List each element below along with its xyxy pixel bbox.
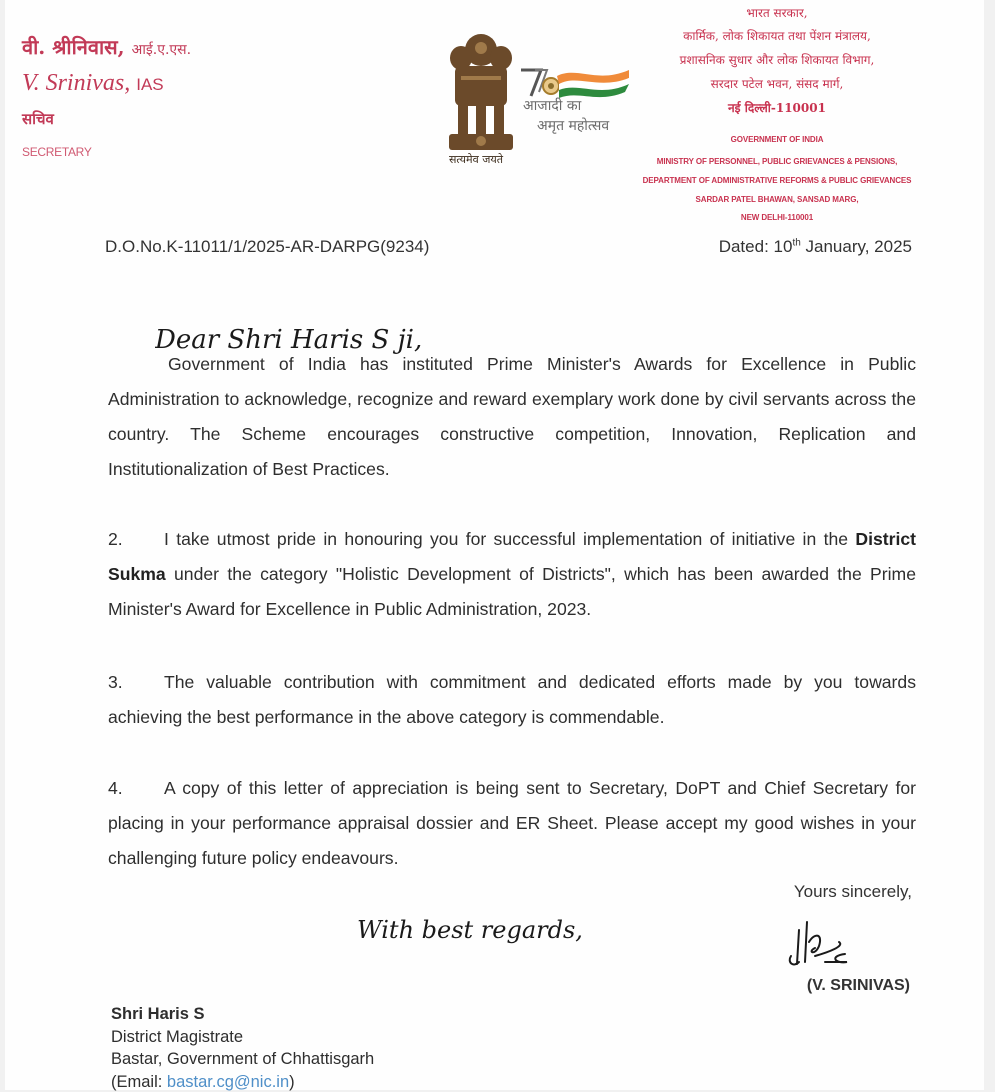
paragraph-2 bbox=[108, 522, 916, 627]
recipient-designation: District Magistrate bbox=[111, 1028, 244, 1046]
paragraph-number: 2. bbox=[108, 529, 123, 549]
handwritten-closing bbox=[357, 910, 627, 950]
address-hindi-line: कार्मिक, लोक शिकायत तथा पेंशन मंत्रालय, bbox=[683, 29, 871, 43]
address-english-line: GOVERNMENT OF INDIA bbox=[730, 135, 824, 144]
paragraph-1: Government of India has instituted Prime Minister's Awards for Excellence in Public Administration to acknowledge, recognize and reward exemplary work done by civil servants across the country. The Scheme encourages constructive competition, Innovation, Replication and Institutionalization of Best Practices. bbox=[108, 354, 916, 479]
sender-english-title: SECRETARY bbox=[22, 145, 92, 159]
sender-hindi-name bbox=[22, 33, 191, 60]
sender-english-suffix: IAS bbox=[136, 75, 164, 94]
emblem-motto: सत्यमेव जयते bbox=[449, 153, 504, 166]
logo-line-1: आजादी का bbox=[523, 98, 582, 114]
yours-sincerely: Yours sincerely, bbox=[793, 882, 912, 901]
logo-line-2: अमृत महोत्सव bbox=[537, 118, 610, 134]
national-emblem-icon bbox=[441, 28, 521, 168]
address-hindi-line: सरदार पटेल भवन, संसद मार्ग, bbox=[710, 77, 844, 91]
address-hindi-line: प्रशासनिक सुधार और लोक शिकायत विभाग, bbox=[679, 53, 875, 67]
sender-hindi-name-text: वी. श्रीनिवास, bbox=[22, 35, 125, 59]
date-month-year: January, 2025 bbox=[800, 237, 912, 256]
sender-english-name bbox=[22, 70, 164, 97]
sender-hindi-title: सचिव bbox=[22, 110, 54, 128]
letter-date bbox=[719, 237, 912, 257]
paragraph-3-text: The valuable contribution with commitment and dedicated efforts made by you towards achieving the best performance in the above category is commendable. bbox=[108, 672, 916, 727]
recipient-email-link[interactable]: bastar.cg@nic.in bbox=[166, 1073, 290, 1091]
letter-page bbox=[5, 0, 984, 1090]
address-english-line: NEW DELHI-110001 bbox=[740, 213, 814, 222]
paragraph-3 bbox=[108, 665, 916, 735]
paragraph-2-text-a: I take utmost pride in honouring you for successful implementation of initiative in the bbox=[164, 529, 856, 549]
recipient-name: Shri Haris S bbox=[111, 1005, 205, 1023]
paragraph-number: 3. bbox=[108, 672, 123, 692]
signatory-name: (V. SRINIVAS) bbox=[806, 977, 910, 994]
salutation-text: Dear Shri Haris S ji, bbox=[155, 325, 423, 355]
address-english-line: SARDAR PATEL BHAWAN, SANSAD MARG, bbox=[695, 195, 859, 204]
sender-hindi-suffix: आई.ए.एस. bbox=[131, 42, 192, 58]
recipient-email-line bbox=[111, 1073, 295, 1092]
address-english-line: DEPARTMENT OF ADMINISTRATIVE REFORMS & PUBLIC GRIEVANCES bbox=[642, 176, 912, 185]
paragraph-number: 4. bbox=[108, 778, 123, 798]
closing-text: With best regards, bbox=[357, 916, 583, 944]
paragraph-4-text: A copy of this letter of appreciation is being sent to Secretary, DoPT and Chief Secretary for placing in your performance appraisal dossier and ER Sheet. Please accept my good wishes in your challenging future policy endeavours. bbox=[108, 778, 916, 868]
paragraph-2-text-b: under the category "Holistic Development of Districts", which has been awarded the Prime Minister's Award for Excellence in Public Administration, 2023. bbox=[108, 564, 916, 619]
date-day: Dated: 10 bbox=[718, 237, 793, 256]
recipient-location: Bastar, Government of Chhattisgarh bbox=[111, 1050, 375, 1068]
address-hindi-line: भारत सरकार, bbox=[746, 6, 808, 20]
paragraph-4 bbox=[108, 771, 916, 876]
reference-number: D.O.No.K-11011/1/2025-AR-DARPG(9234) bbox=[105, 237, 430, 256]
email-label: (Email: bbox=[111, 1073, 167, 1091]
address-english-line: MINISTRY OF PERSONNEL, PUBLIC GRIEVANCES & PENSIONS, bbox=[656, 157, 898, 166]
district-name: District Sukma bbox=[108, 529, 916, 584]
address-hindi-line: नई दिल्ली-110001 bbox=[728, 101, 826, 115]
sender-english-name-text: V. Srinivas, bbox=[22, 70, 131, 96]
email-close-paren: ) bbox=[289, 1073, 295, 1091]
date-ordinal: th bbox=[792, 237, 801, 249]
signature-image bbox=[785, 912, 870, 972]
